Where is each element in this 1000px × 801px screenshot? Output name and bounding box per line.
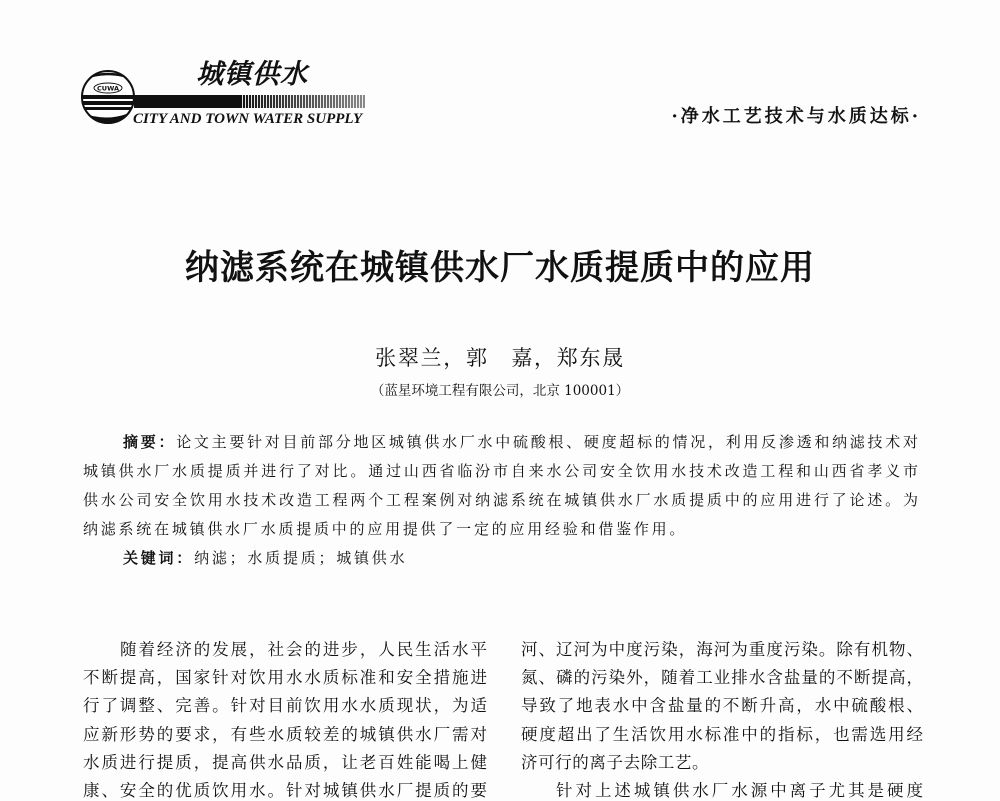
body-line: 康、安全的优质饮用水。针对城镇供水厂提质的要 — [83, 780, 487, 800]
body-line: 济可行的离子去除工艺。 — [521, 752, 710, 772]
body-line: 水质进行提质，提高供水品质，让老百姓能喝上健 — [83, 752, 487, 772]
body-line: 导致了地表水中含盐量的不断升高，水中硫酸根、 — [521, 696, 923, 716]
abstract-line: 供水公司安全饮用水技术改造工程两个工程案例对纳滤系统在城镇供水厂水质提质中的应用进行了论述。为 — [83, 491, 918, 509]
body-line: 不断提高，国家针对饮用水水质标准和安全措施进 — [83, 668, 487, 688]
keywords-text: 纳滤；水质提质；城镇供水 — [194, 549, 408, 567]
abstract — [83, 432, 918, 568]
journal-name-en: CITY AND TOWN WATER SUPPLY — [133, 111, 363, 127]
body-column-right — [521, 640, 923, 801]
keywords-label: 关键词： — [123, 549, 195, 567]
abstract-label: 摘要： — [123, 433, 177, 451]
article-authors: 张翠兰，郭 嘉，郑东晟 — [375, 346, 625, 370]
column-label: ·净水工艺技术与水质达标· — [671, 106, 921, 127]
body-line: 行了调整、完善。针对目前饮用水水质现状，为适 — [83, 696, 487, 716]
masthead-bar — [134, 95, 365, 108]
body-column-left — [83, 640, 487, 801]
abstract-line: 纳滤系统在城镇供水厂水质提质中的应用提供了一定的应用经验和借鉴作用。 — [83, 520, 688, 538]
body-line: 硬度超出了生活饮用水标准中的指标，也需选用经 — [521, 724, 923, 744]
article-affiliation: （蓝星环境工程有限公司，北京 100001） — [370, 383, 630, 399]
abstract-line: 城镇供水厂水质提质并进行了对比。通过山西省临汾市自来水公司安全饮用水技术改造工程和山西省孝义市 — [83, 462, 918, 480]
article-title: 纳滤系统在城镇供水厂水质提质中的应用 — [185, 248, 815, 288]
body-line: 氮、磷的污染外，随着工业排水含盐量的不断提高， — [521, 668, 923, 688]
body-line: 河、辽河为中度污染，海河为重度污染。除有机物、 — [521, 640, 923, 659]
abstract-text: 论文主要针对目前部分地区城镇供水厂水中硫酸根、硬度超标的情况，利用反渗透和纳滤技术对 — [176, 433, 918, 451]
abstract-line — [83, 432, 918, 452]
body-line: 针对上述城镇供水厂水源中离子尤其是硬度 — [556, 780, 923, 800]
journal-name-cn: 城镇供水 — [196, 59, 308, 90]
journal-emblem — [80, 66, 136, 128]
body-line: 应新形势的要求，有些水质较差的城镇供水厂需对 — [83, 724, 487, 744]
keywords-line — [83, 548, 918, 568]
emblem-text: CUWA — [97, 84, 119, 93]
body-line: 随着经济的发展，社会的进步，人民生活水平 — [120, 640, 487, 659]
